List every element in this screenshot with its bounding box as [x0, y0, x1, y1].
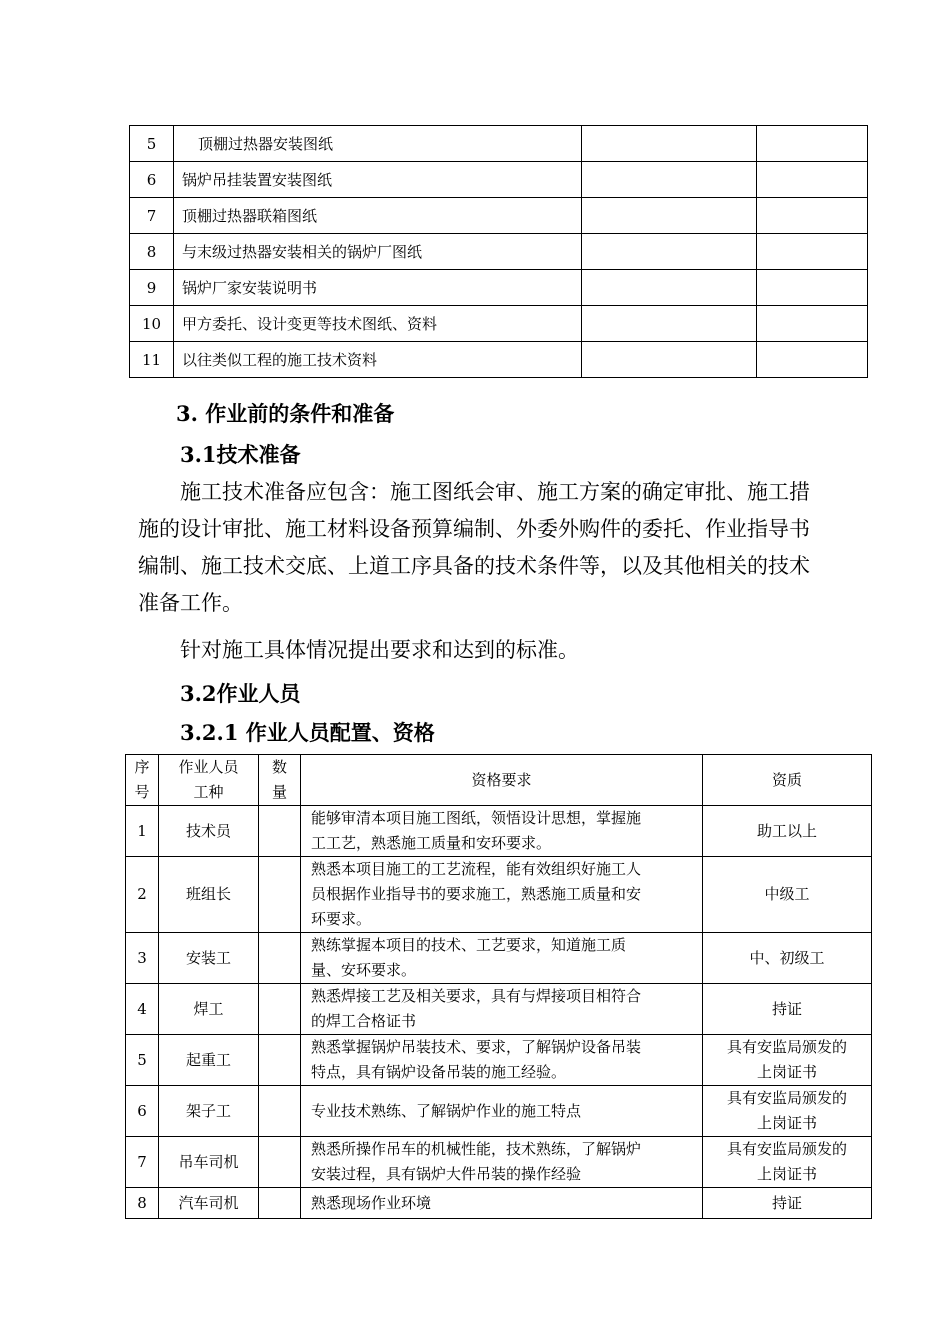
- quantity: [259, 806, 301, 857]
- paragraph-line: 施的设计审批、施工材料设备预算编制、外委外购件的委托、作业指导书: [138, 517, 810, 541]
- table-row: [126, 984, 872, 1035]
- worker-type: 安装工: [159, 933, 259, 984]
- table-row: [126, 857, 872, 933]
- row-number: 9: [130, 270, 174, 306]
- worker-type: 班组长: [159, 857, 259, 933]
- empty-cell: [757, 126, 868, 162]
- requirements: 熟悉焊接工艺及相关要求，具有与焊接项目相符合 的焊工合格证书: [301, 984, 703, 1035]
- quantity: [259, 857, 301, 933]
- empty-cell: [757, 342, 868, 378]
- worker-type: 吊车司机: [159, 1137, 259, 1188]
- worker-type: 技术员: [159, 806, 259, 857]
- header-worker-type: 作业人员 工种: [159, 755, 259, 806]
- table-row: [130, 342, 868, 378]
- table-row: [126, 1035, 872, 1086]
- row-number: 6: [130, 162, 174, 198]
- table-row: [130, 306, 868, 342]
- row-number: 5: [126, 1035, 159, 1086]
- header-quantity: 数 量: [259, 755, 301, 806]
- requirements: 熟练掌握本项目的技术、工艺要求，知道施工质 量、安环要求。: [301, 933, 703, 984]
- table-row: [130, 270, 868, 306]
- row-number: 7: [126, 1137, 159, 1188]
- empty-cell: [757, 198, 868, 234]
- table-row: [126, 806, 872, 857]
- header-qualification: 资质: [703, 755, 872, 806]
- drawings-table: [129, 125, 868, 378]
- empty-cell: [582, 306, 757, 342]
- requirements: 熟悉掌握锅炉吊装技术、要求，了解锅炉设备吊装 特点，具有锅炉设备吊装的施工经验。: [301, 1035, 703, 1086]
- empty-cell: [582, 270, 757, 306]
- empty-cell: [757, 162, 868, 198]
- table-row: [130, 198, 868, 234]
- table-row: [126, 933, 872, 984]
- empty-cell: [757, 306, 868, 342]
- table-row: [126, 1137, 872, 1188]
- quantity: [259, 1086, 301, 1137]
- worker-type: 焊工: [159, 984, 259, 1035]
- personnel-table: [125, 754, 872, 1219]
- qualification: 中级工: [703, 857, 872, 933]
- quantity: [259, 1188, 301, 1219]
- row-number: 8: [130, 234, 174, 270]
- requirements: 专业技术熟练、了解锅炉作业的施工特点: [301, 1086, 703, 1137]
- empty-cell: [582, 234, 757, 270]
- drawing-name: 锅炉厂家安装说明书: [174, 270, 582, 306]
- worker-type: 汽车司机: [159, 1188, 259, 1219]
- row-number: 5: [130, 126, 174, 162]
- drawing-name: 甲方委托、设计变更等技术图纸、资料: [174, 306, 582, 342]
- qualification: 持证: [703, 1188, 872, 1219]
- empty-cell: [582, 126, 757, 162]
- requirements: 熟悉现场作业环境: [301, 1188, 703, 1219]
- row-number: 3: [126, 933, 159, 984]
- section-3-title: 3. 作业前的条件和准备: [176, 401, 395, 426]
- quantity: [259, 1137, 301, 1188]
- qualification: 具有安监局颁发的 上岗证书: [703, 1137, 872, 1188]
- table-row: [126, 1086, 872, 1137]
- drawing-name: 锅炉吊挂装置安装图纸: [174, 162, 582, 198]
- requirements: 熟悉本项目施工的工艺流程，能有效组织好施工人 员根据作业指导书的要求施工，熟悉施工质量和安 环要求。: [301, 857, 703, 933]
- header-number: 序 号: [126, 755, 159, 806]
- paragraph-line: 编制、施工技术交底、上道工序具备的技术条件等，以及其他相关的技术: [138, 554, 810, 578]
- empty-cell: [582, 342, 757, 378]
- quantity: [259, 984, 301, 1035]
- worker-type: 架子工: [159, 1086, 259, 1137]
- empty-cell: [757, 234, 868, 270]
- quantity: [259, 1035, 301, 1086]
- qualification: 具有安监局颁发的 上岗证书: [703, 1086, 872, 1137]
- qualification: 中、初级工: [703, 933, 872, 984]
- table-row: [130, 126, 868, 162]
- requirements: 熟悉所操作吊车的机械性能，技术熟练，了解锅炉 安装过程，具有锅炉大件吊装的操作经验: [301, 1137, 703, 1188]
- header-requirements: 资格要求: [301, 755, 703, 806]
- row-number: 11: [130, 342, 174, 378]
- table-row: [126, 1188, 872, 1219]
- qualification: 持证: [703, 984, 872, 1035]
- quantity: [259, 933, 301, 984]
- drawing-name: 顶棚过热器安装图纸: [174, 126, 582, 162]
- qualification: 助工以上: [703, 806, 872, 857]
- row-number: 8: [126, 1188, 159, 1219]
- section-3-2-title: 3.2作业人员: [180, 681, 301, 706]
- empty-cell: [582, 162, 757, 198]
- table-row: [130, 234, 868, 270]
- section-3-1-title: 3.1技术准备: [180, 442, 301, 467]
- paragraph-technical-prep: [138, 474, 810, 622]
- row-number: 6: [126, 1086, 159, 1137]
- qualification: 具有安监局颁发的 上岗证书: [703, 1035, 872, 1086]
- table-row: [130, 162, 868, 198]
- paragraph-requirements: 针对施工具体情况提出要求和达到的标准。: [180, 638, 579, 662]
- table-header-row: [126, 755, 872, 806]
- drawing-name: 顶棚过热器联箱图纸: [174, 198, 582, 234]
- empty-cell: [757, 270, 868, 306]
- paragraph-line: 准备工作。: [138, 591, 243, 615]
- drawing-name: 以往类似工程的施工技术资料: [174, 342, 582, 378]
- row-number: 2: [126, 857, 159, 933]
- requirements: 能够审清本项目施工图纸，领悟设计思想，掌握施 工工艺，熟悉施工质量和安环要求。: [301, 806, 703, 857]
- row-number: 7: [130, 198, 174, 234]
- section-3-2-1-title: 3.2.1 作业人员配置、资格: [180, 720, 435, 745]
- paragraph-line: 施工技术准备应包含：施工图纸会审、施工方案的确定审批、施工措: [180, 480, 810, 504]
- row-number: 4: [126, 984, 159, 1035]
- empty-cell: [582, 198, 757, 234]
- worker-type: 起重工: [159, 1035, 259, 1086]
- row-number: 10: [130, 306, 174, 342]
- drawing-name: 与末级过热器安装相关的锅炉厂图纸: [174, 234, 582, 270]
- row-number: 1: [126, 806, 159, 857]
